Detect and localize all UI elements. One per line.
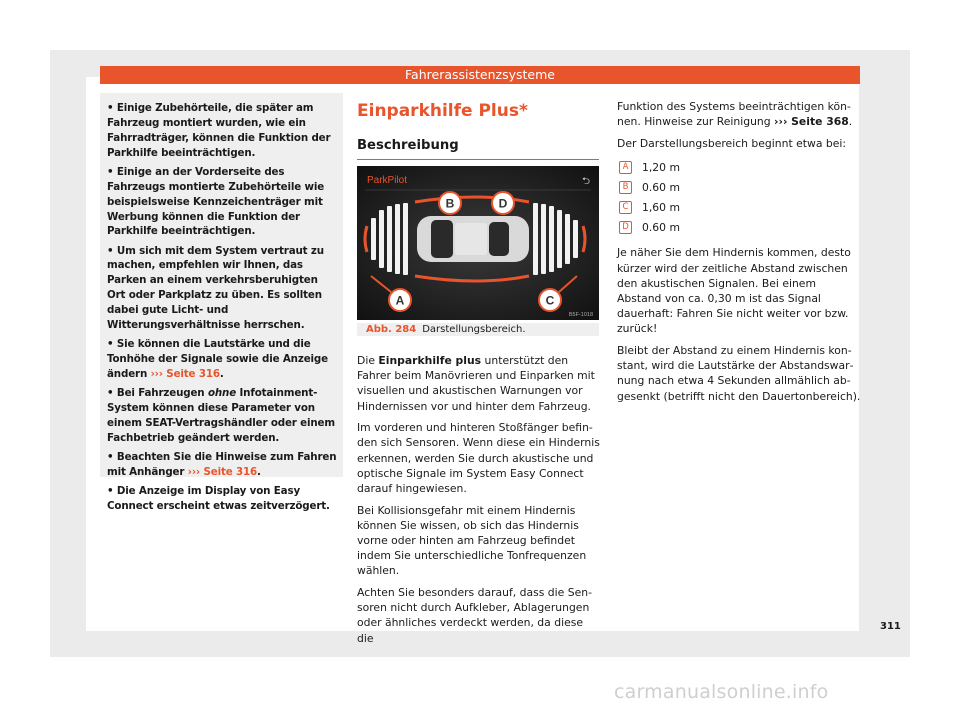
- paragraph: Achten Sie besonders darauf, dass die Sensoren nicht durch Aufkleber, Ablagerungen oder ähnliches verdeckt werden, da diese die: [357, 586, 592, 645]
- note-item: [107, 386, 337, 446]
- note-item-punct: .: [219, 367, 224, 380]
- figure: [357, 166, 599, 336]
- label-B: [439, 192, 461, 214]
- svg-text:B: B: [445, 196, 455, 211]
- body-column-right: [617, 99, 862, 410]
- svg-text:A: A: [395, 293, 405, 308]
- list-item: [617, 217, 862, 237]
- distance-value: 1,60 m: [642, 200, 680, 214]
- figure-caption: [357, 323, 599, 336]
- note-item-text: • Sie können die Lautstärke und die Tonhöhe der Signale sowie die Anzeige ändern: [107, 338, 328, 380]
- note-item-text: • Bei Fahrzeugen: [107, 387, 208, 400]
- screen-title: ParkPilot: [367, 175, 408, 186]
- note-text: [107, 101, 337, 518]
- section-title: Einparkhilfe Plus*: [357, 101, 528, 121]
- text: Die: [357, 354, 379, 367]
- paragraph: Je näher Sie dem Hindernis kommen, desto kürzer wird der zeitliche Abstand zwischen den akustischen Signalen. Bei einem Abstand von ca. 0,30 m ist das Signal dauerhaft: Fahren Sie nicht weiter vor bzw. zurück!: [617, 246, 851, 336]
- page-link[interactable]: ››› Seite 368: [774, 115, 849, 129]
- back-icon: ⮌: [582, 176, 591, 187]
- car-illustration: [417, 216, 529, 262]
- note-item: • Einige Zubehörteile, die später am Fahrzeug montiert wurden, wie ein Fahrradträger, können die Funktion der Parkhilfe beeinträchtigen.: [107, 102, 331, 159]
- label-D: [492, 192, 514, 214]
- label-badge: D: [619, 221, 632, 234]
- text: unterstützt den Fahrer beim Manövrieren und Einparken mit visuellen und akustischen Warnungen vor Hindernissen vor und hinter dem Fahrzeug.: [357, 354, 595, 413]
- note-item: • Die Anzeige im Display von Easy Connect erscheint etwas zeitverzögert.: [107, 484, 330, 512]
- page-link[interactable]: ››› Seite 316: [150, 367, 220, 380]
- figure-caption-text: Darstellungsbereich.: [422, 324, 526, 335]
- note-item: [107, 337, 337, 382]
- text: .: [848, 115, 853, 129]
- page-link[interactable]: ››› Seite 316: [187, 465, 258, 478]
- paragraph: Im vorderen und hinteren Stoßfänger befinden sich Sensoren. Wenn diese ein Hindernis erkennen, werden Sie durch akustische und optische Signale im System Easy Connect darauf hingewiesen.: [357, 421, 600, 496]
- svg-text:D: D: [498, 196, 508, 211]
- watermark: carmanualsonline.info: [614, 681, 829, 703]
- distance-value: 1,20 m: [642, 160, 680, 174]
- note-item: [107, 450, 337, 480]
- figure-code: B5F-1018: [568, 312, 593, 318]
- distance-list: [617, 157, 862, 237]
- list-item: [617, 157, 862, 177]
- subtitle-rule: [357, 159, 599, 160]
- paragraph: Bei Kollisionsgefahr mit einem Hindernis können Sie wissen, ob sich das Hindernis vorne oder hinten am Fahrzeug befindet indem Sie unterschiedliche Tonfrequenzen wählen.: [357, 503, 587, 578]
- note-item-punct: .: [257, 465, 261, 478]
- distance-value: 0.60 m: [642, 180, 680, 194]
- note-item-emphasis: ohne: [207, 387, 237, 400]
- note-item: • Einige an der Vorderseite des Fahrzeugs montierte Zubehörteile wie beispielsweise Kennzeichenträger mit Werbung können die Funktion der Parkhilfe beeinträchtigen.: [107, 165, 325, 238]
- list-item: [617, 177, 862, 197]
- paragraph: Der Darstellungsbereich beginnt etwa bei:: [617, 136, 847, 150]
- note-item: • Um sich mit dem System vertraut zu machen, empfehlen wir Ihnen, das Parken an einem verkehrsberuhigten Ort oder Parkplatz zu üben. Es sollten dabei gute Licht- und Witterungsverhältnisse herrschen.: [107, 244, 324, 332]
- note-item-text: • Beachten Sie die Hinweise zum Fahren mit Anhänger: [107, 450, 337, 478]
- chapter-header: Fahrerassistenzsysteme: [100, 66, 860, 84]
- label-A: [389, 289, 411, 311]
- parkpilot-illustration: [357, 166, 599, 320]
- paragraph: [617, 99, 862, 129]
- body-column-middle: [357, 353, 602, 652]
- label-badge: C: [619, 201, 632, 214]
- figure-number: Abb. 284: [366, 324, 417, 335]
- list-item: [617, 197, 862, 217]
- distance-value: 0.60 m: [642, 220, 680, 234]
- page-number: 311: [880, 621, 901, 632]
- section-subtitle: Beschreibung: [357, 138, 459, 153]
- label-badge: A: [619, 161, 632, 174]
- bold-term: Einparkhilfe plus: [378, 354, 482, 367]
- label-C: [539, 289, 561, 311]
- label-badge: B: [619, 181, 632, 194]
- paragraph: Bleibt der Abstand zu einem Hindernis konstant, wird die Lautstärke der Abstandswarnung nach etwa 4 Sekunden allmählich abgesenkt (betrifft nicht den Dauertonbereich).: [617, 344, 861, 403]
- svg-text:C: C: [545, 293, 555, 308]
- paragraph: [357, 353, 602, 414]
- note-item-text: Infotainment-System können diese Parameter von einem SEAT-Vertragshändler oder einem Fachbetrieb geändert werden.: [107, 387, 335, 444]
- text: Funktion des Systems beeinträchtigen können. Hinweise zur Reinigung: [617, 100, 851, 129]
